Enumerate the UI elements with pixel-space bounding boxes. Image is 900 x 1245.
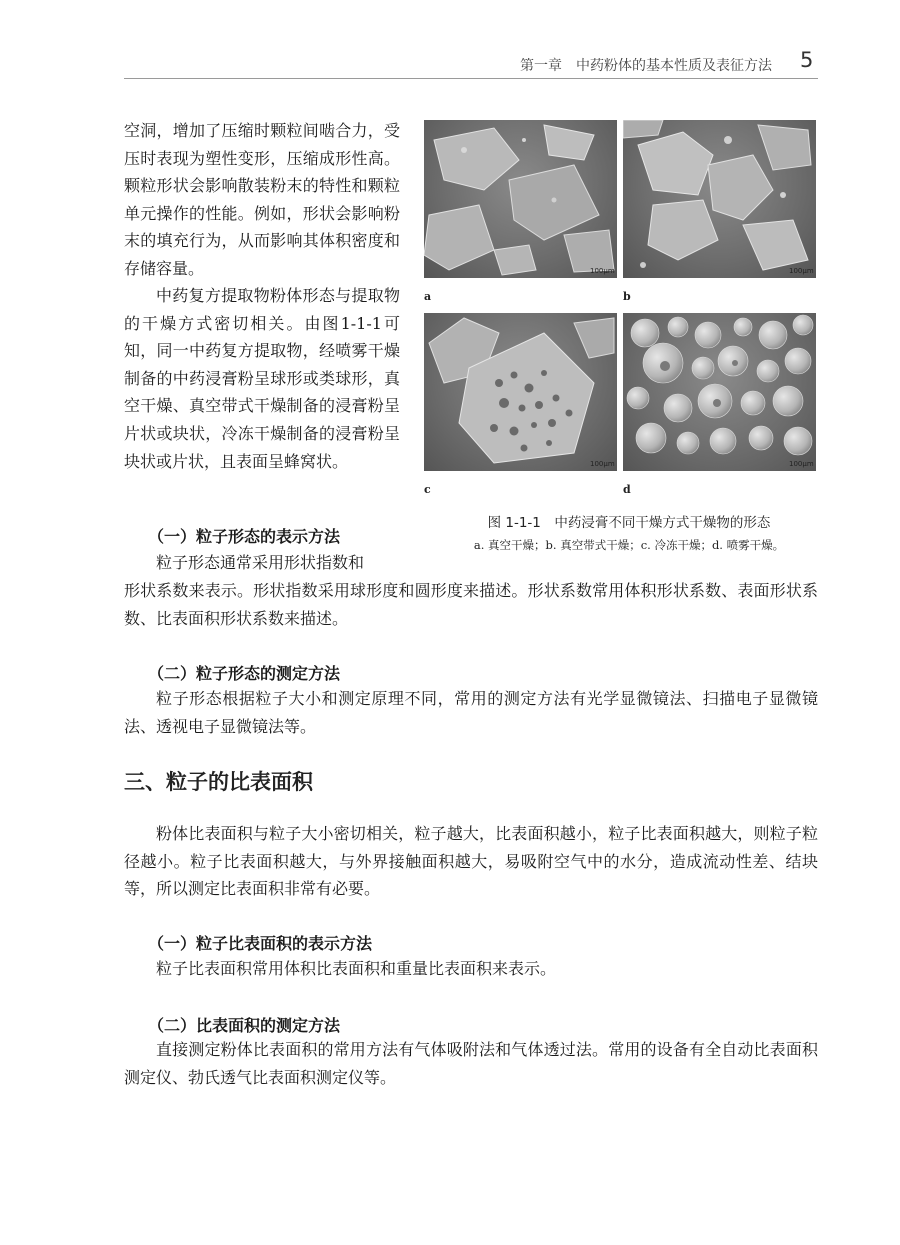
intro-paragraph-1: 空洞，增加了压缩时颗粒间啮合力，受压时表现为塑性变形，压缩成形性高。颗粒形状会影响散装粉末的特性和颗粒单元操作的性能。例如，形状会影响粉末的填充行为，从而影响其体积密度和存储容量。 xyxy=(124,121,400,278)
header-rule xyxy=(124,78,818,79)
sem-image-d xyxy=(623,313,816,471)
panel-label-a: a xyxy=(424,290,432,303)
panel-label-b: b xyxy=(623,290,631,303)
panel-label-c: c xyxy=(424,483,431,496)
figure-subcaption: a. 真空干燥；b. 真空带式干燥；c. 冷冻干燥；d. 喷雾干燥。 xyxy=(473,538,785,552)
heading-shape-representation: （一）粒子形态的表示方法 xyxy=(148,527,341,546)
scale-bar-label-d: 100μm xyxy=(789,460,814,468)
scale-bar-label-a: 100μm xyxy=(590,267,615,275)
chapter-title: 第一章 中药粉体的基本性质及表征方法 xyxy=(520,58,772,74)
shape-paragraph-line1: 粒子形态通常采用形状指数和 xyxy=(156,553,365,572)
scale-bar-label-b: 100μm xyxy=(789,267,814,275)
section-title-surface-area: 三、粒子的比表面积 xyxy=(124,770,313,794)
heading-surface-representation: （一）粒子比表面积的表示方法 xyxy=(148,934,373,953)
panel-label-d: d xyxy=(623,483,631,496)
running-header xyxy=(0,48,900,82)
heading-surface-measurement: （二）比表面积的测定方法 xyxy=(148,1016,341,1035)
intro-paragraph-2: 中药复方提取物粉体形态与提取物的干燥方式密切相关。由图1-1-1可知，同一中药复方提取物，经喷雾干燥制备的中药浸膏粉呈球形或类球形，真空干燥、真空带式干燥制备的浸膏粉呈片状或块状，冷冻干燥制备的浸膏粉呈块状或片状，且表面呈蜂窝状。 xyxy=(124,286,400,471)
sem-image-c xyxy=(424,313,617,471)
shape-measurement-paragraph: 粒子形态根据粒子大小和测定原理不同，常用的测定方法有光学显微镜法、扫描电子显微镜法、透视电子显微镜法等。 xyxy=(124,689,818,736)
surface-measurement-paragraph: 直接测定粉体比表面积的常用方法有气体吸附法和气体透过法。常用的设备有全自动比表面积测定仪、勃氏透气比表面积测定仪等。 xyxy=(124,1040,818,1087)
shape-paragraph-rest: 形状系数来表示。形状指数采用球形度和圆形度来描述。形状系数常用体积形状系数、表面形状系数、比表面积形状系数来描述。 xyxy=(124,581,818,628)
heading-shape-measurement: （二）粒子形态的测定方法 xyxy=(148,664,341,683)
figure-caption: 图 1-1-1 中药浸膏不同干燥方式干燥物的形态 xyxy=(487,515,771,531)
surface-representation-paragraph: 粒子比表面积常用体积比表面积和重量比表面积来表示。 xyxy=(156,959,557,978)
sem-image-a xyxy=(424,120,617,278)
sem-image-b xyxy=(623,120,816,278)
figure-1-1-1 xyxy=(424,120,816,560)
page-number: 5 xyxy=(800,48,814,72)
scale-bar-label-c: 100μm xyxy=(590,460,615,468)
surface-area-paragraph: 粉体比表面积与粒子大小密切相关，粒子越大，比表面积越小，粒子比表面积越大，则粒子粒径越小。粒子比表面积越大，与外界接触面积越大，易吸附空气中的水分，造成流动性差、结块等，所以测定比表面积非常有必要。 xyxy=(124,824,818,899)
